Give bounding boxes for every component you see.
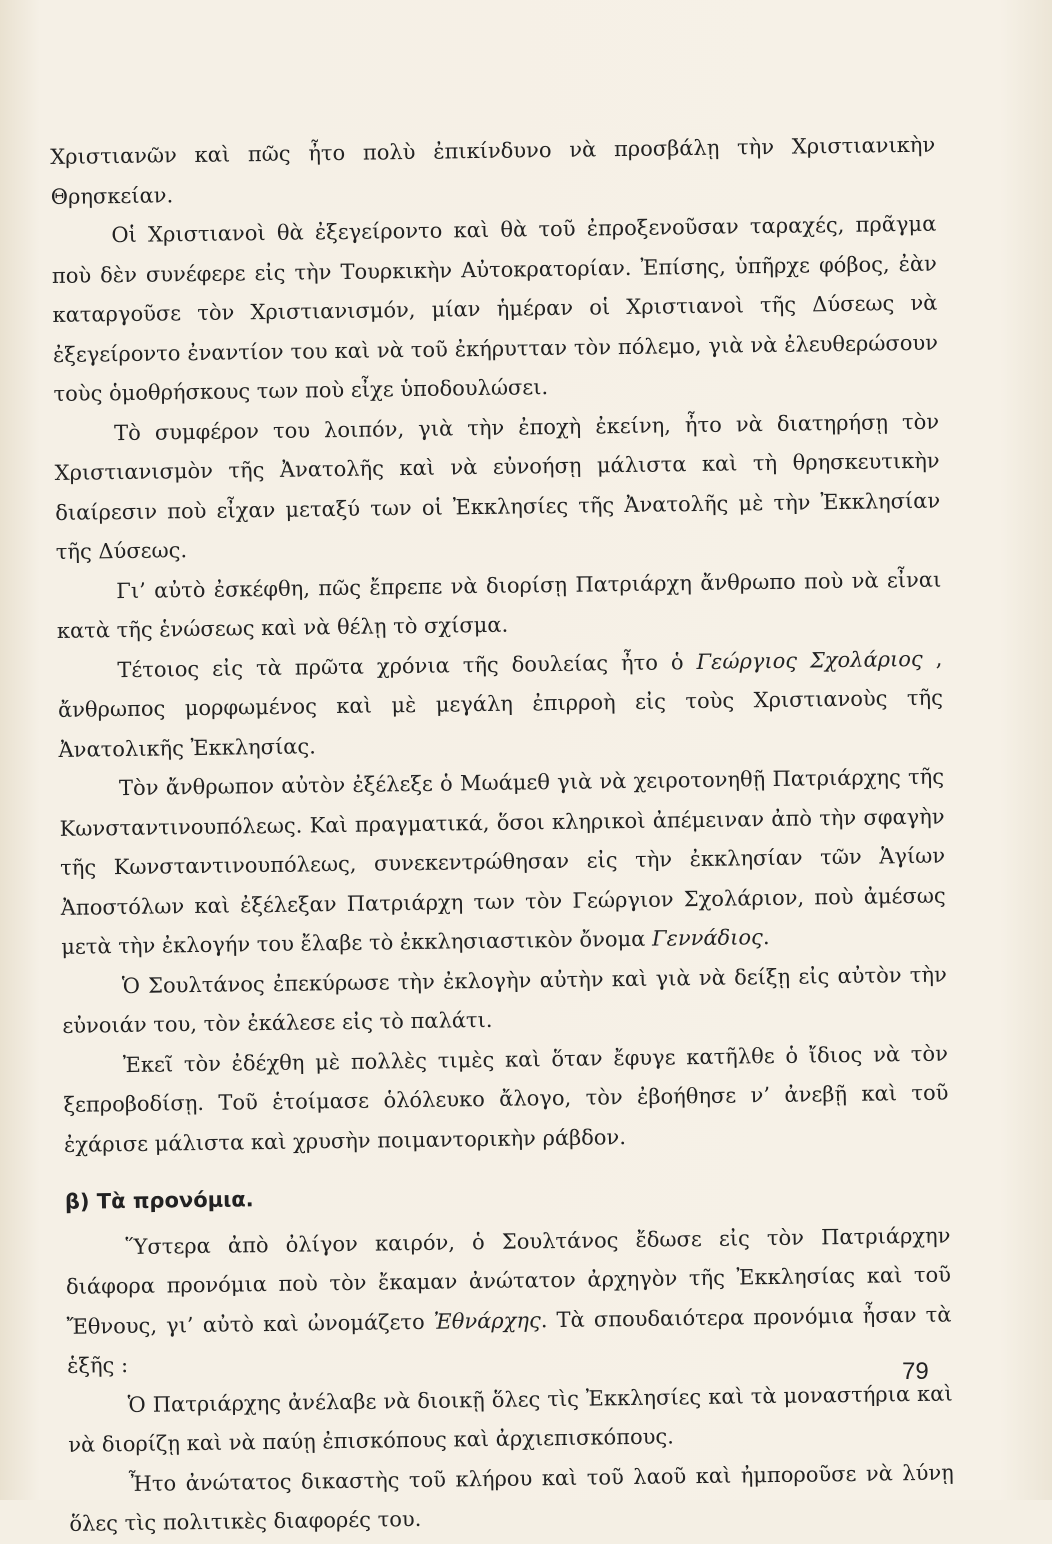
paragraph: Γι’ αὐτὸ ἐσκέφθη, πῶς ἔπρεπε νὰ διορίσῃ Πατριάρχη ἄνθρωπο ποὺ νὰ εἶναι κατὰ τῆς ἑνώσεως καὶ νὰ θέλῃ τὸ σχίσμα. — [56, 567, 942, 643]
paragraph: Χριστιανῶν καὶ πῶς ἦτο πολὺ ἐπικίνδυνο νὰ προσβάλῃ τὴν Χριστιανικὴν Θρησκείαν. — [50, 132, 936, 209]
paragraph: Ὁ Σουλτάνος ἐπεκύρωσε τὴν ἐκλογὴν αὐτὴν καὶ γιὰ νὰ δείξῃ εἰς αὐτὸν τὴν εὐνοιάν του, τὸν ἐκάλεσε εἰς τὸ παλάτι. — [62, 962, 947, 1038]
section-heading: β) Τὰ προνόμια. — [64, 1187, 254, 1214]
paragraph: Τέτοιος εἰς τὰ πρῶτα χρόνια τῆς δουλείας ἦτο ὁ Γεώργιος Σχολάριος , ἄνθρωπος μορφωμένος καὶ μὲ μεγάλη ἐπιρροὴ εἰς τοὺς Χριστιανοὺς τῆς Ἀνατολικῆς Ἐκκλησίας. — [57, 646, 944, 762]
paragraph: Τὸ συμφέρον του λοιπόν, γιὰ τὴν ἐποχὴ ἐκείνη, ἦτο νὰ διατηρήσῃ τὸν Χριστιανισμὸν τῆς Ἀνατολῆς καὶ νὰ εὐνοήσῃ μάλιστα καὶ τὴ θρησκευτικὴν διαίρεσιν ποὺ εἶχαν μεταξύ των οἱ Ἐκκλησίες τῆς Ἀνατολῆς μὲ τὴν Ἐκκλησίαν τῆς Δύσεως. — [54, 409, 941, 564]
body-text — [50, 126, 955, 1544]
paragraph: Οἱ Χριστιανοὶ θὰ ἐξεγείροντο καὶ θὰ τοῦ ἐπροξενοῦσαν ταραχές, πρᾶγμα ποὺ δὲν συνέφερε εἰς τὴν Τουρκικὴν Αὐτοκρατορίαν. Ἐπίσης, ὑπῆρχε φόβος, ἐὰν καταργοῦσε τὸν Χριστιανισμόν, μίαν ἡμέραν οἱ Χριστιανοὶ τῆς Δύσεως νὰ ἐξεγείροντο ἐναντίον του καὶ νὰ τοῦ ἐκήρυτταν τὸν πόλεμο, γιὰ νὰ ἐλευθερώσουν τοὺς ὁμοθρήσκους των ποὺ εἶχε ὑποδουλώσει. — [51, 211, 939, 406]
paragraph: Ἦτο ἀνώτατος δικαστὴς τοῦ κλήρου καὶ τοῦ λαοῦ καὶ ἠμποροῦσε νὰ λύνῃ ὅλες τὶς πολιτικὲς διαφορές του. — [69, 1460, 954, 1536]
paragraph: Ὕστερα ἀπὸ ὀλίγον καιρόν, ὁ Σουλτάνος ἔδωσε εἰς τὸν Πατριάρχην διάφορα προνόμια ποὺ τὸν ἔκαμαν ἀνώτατον ἀρχηγὸν τῆς Ἐκκλησίας καὶ τοῦ Ἔθνους, γι’ αὐτὸ καὶ ὠνομάζετο Ἐθνάρχης. Τὰ σπουδαιότερα προνόμια ἦσαν τὰ ἑξῆς : — [65, 1223, 952, 1378]
paragraph: Ὁ Πατριάρχης ἀνέλαβε νὰ διοικῇ ὅλες τὶς Ἐκκλησίες καὶ τὰ μοναστήρια καὶ νὰ διορίζῃ καὶ νὰ παύῃ ἐπισκόπους καὶ ἀρχιεπισκόπους. — [68, 1381, 953, 1457]
paragraph: Ἐκεῖ τὸν ἐδέχθη μὲ πολλὲς τιμὲς καὶ ὅταν ἔφυγε κατῆλθε ὁ ἴδιος νὰ τὸν ξεπροβοδίσῃ. Τοῦ ἑτοίμασε ὁλόλευκο ἄλογο, τὸν ἐβοήθησε ν’ ἀνεβῇ καὶ τοῦ ἐχάρισε μάλιστα καὶ χρυσὴν ποιμαντορικὴν ράβδον. — [63, 1041, 949, 1157]
page-number: 79 — [902, 1358, 929, 1385]
paragraph: Τὸν ἄνθρωπον αὐτὸν ἐξέλεξε ὁ Μωάμεθ γιὰ νὰ χειροτονηθῇ Πατριάρχης τῆς Κωνσταντινουπόλεως. Καὶ πραγματικά, ὅσοι κληρικοὶ ἀπέμειναν ἀπὸ τὴν σφαγὴν τῆς Κωνσταντινουπόλεως, συνεκεντρώθησαν εἰς τὴν ἐκκλησίαν τῶν Ἁγίων Ἀποστόλων καὶ ἐξέλεξαν Πατριάρχη των τὸν Γεώργιον Σχολάριον, ποὺ ἀμέσως μετὰ τὴν ἐκλογήν του ἔλαβε τὸ ἐκκλησιαστικὸν ὄνομα Γεννάδιος. — [59, 764, 946, 959]
